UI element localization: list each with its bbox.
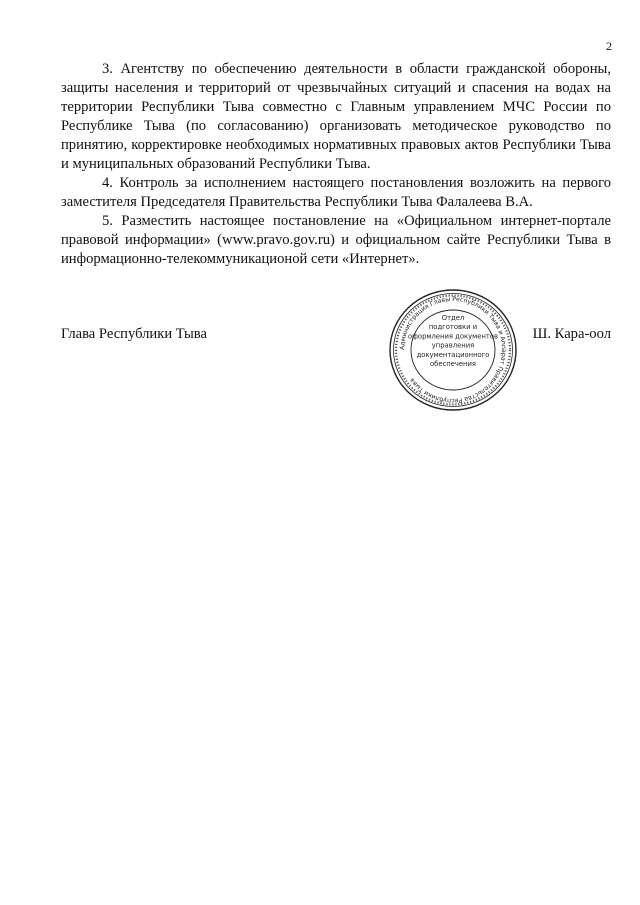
signatory-name: Ш. Кара-оол [532,326,611,342]
paragraph-4: 4. Контроль за исполнением настоящего постановления возложить на первого заместителя Председателя Правительства Республики Тыва Фалалеева В.А. [61,175,611,210]
seal-inner-line: оформления документов [407,332,499,341]
seal-inner-line: подготовки и [428,323,478,332]
page-number: 2 [606,39,612,53]
signatory-position: Глава Республики Тыва [61,326,207,342]
seal-inner-text [408,314,498,368]
seal-inner-line: документационного [416,350,490,359]
official-seal-stamp [386,286,520,414]
seal-inner-line: обеспечения [429,360,477,368]
document-body [61,60,611,269]
seal-outer-text: Администрация Главы Республики Тыва и Аппарат Правительства Республики Тыва [398,295,508,405]
seal-inner-line: Отдел [441,314,465,322]
paragraph-3: 3. Агентству по обеспечению деятельности в области гражданской обороны, защиты населения и территорий от чрезвычайных ситуаций и спасения на водах на территории Республики Тыва совместно с Главным управлением МЧС России по Республике Тыва (по согласованию) организовать методическое руководство по принятию, корректировке необходимых нормативных правовых актов Республики Тыва и муниципальных образований Республики Тыва. [61,61,611,172]
paragraph-5: 5. Разместить настоящее постановление на «Официальном интернет-портале правовой информации» (www.pravo.gov.ru) и официальном сайте Республики Тыва в информационно-телекоммуникационой сети «Интернет». [61,213,611,267]
seal-inner-line: управления [431,341,475,350]
